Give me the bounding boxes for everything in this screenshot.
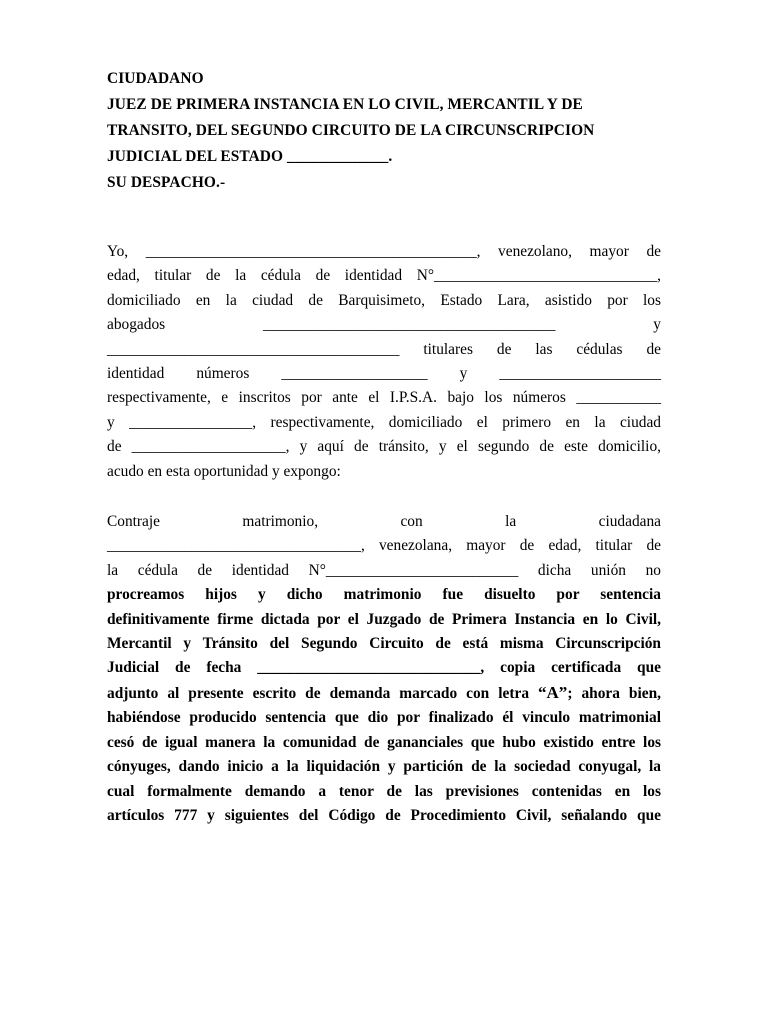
header-line-addressee: CIUDADANO	[107, 70, 204, 87]
annex-letter-mark: “A”	[538, 682, 568, 702]
text-line: edad, titular de la cédula de identidad N°_____________________________,	[107, 267, 661, 285]
header-line-judge: JUEZ DE PRIMERA INSTANCIA EN LO CIVIL, MERCANTIL Y DE	[107, 96, 583, 113]
text-line: de ____________________, y aquí de tránsito, y el segundo de este domicilio,	[107, 438, 661, 456]
text-line: ______________________________________ titulares de las cédulas de	[107, 340, 661, 358]
text-line: Yo, ___________________________________________, venezolano, mayor de	[107, 243, 661, 260]
text-line: cesó de igual manera la comunidad de gananciales que hubo existido entre los	[107, 733, 661, 751]
text-line: respectivamente, e inscritos por ante el I.P.S.A. bajo los números ___________	[107, 389, 661, 407]
annex-text-before: adjunto al presente escrito de demanda marcado con letra	[107, 684, 539, 702]
text-line: la cédula de identidad N°_________________________ dicha unión no	[107, 561, 661, 579]
annex-text-after: ; ahora bien,	[567, 684, 662, 702]
text-line: definitivamente firme dictada por el Juzgado de Primera Instancia en lo Civil,	[107, 610, 661, 628]
paragraph-marriage	[107, 510, 661, 828]
header-line-despacho: SU DESPACHO.-	[107, 174, 226, 191]
header-line-state: JUDICIAL DEL ESTADO _____________.	[107, 148, 393, 165]
text-line: procreamos hijos y dicho matrimonio fue disuelto por sentencia	[107, 586, 661, 604]
text-line: abogados ______________________________________ y	[107, 316, 661, 334]
text-line: domiciliado en la ciudad de Barquisimeto, Estado Lara, asistido por los	[107, 291, 661, 309]
text-line: Judicial de fecha _____________________________, copia certificada que	[107, 659, 661, 677]
header-line-circuit: TRANSITO, DEL SEGUNDO CIRCUITO DE LA CIRCUNSCRIPCION	[107, 122, 595, 139]
text-line: cónyuges, dando inicio a la liquidación y partición de la sociedad conyugal, la	[107, 758, 661, 776]
text-line: y ________________, respectivamente, domiciliado el primero en la ciudad	[107, 413, 661, 431]
paragraph-identification	[107, 240, 661, 484]
text-line: cual formalmente demando a tenor de las previsiones contenidas en los	[107, 782, 661, 800]
text-line: artículos 777 y siguientes del Código de Procedimiento Civil, señalando que	[107, 806, 661, 824]
text-line: Mercantil y Tránsito del Segundo Circuito de está misma Circunscripción	[107, 634, 661, 652]
text-line: acudo en esta oportunidad y expongo:	[107, 462, 341, 480]
text-line: _________________________________, venezolana, mayor de edad, titular de	[107, 537, 661, 555]
text-line: habiéndose producido sentencia que dio por finalizado él vinculo matrimonial	[107, 709, 661, 727]
text-line-annex	[107, 681, 661, 707]
text-line: Contraje matrimonio, con la ciudadana	[107, 513, 661, 530]
text-line: identidad números ___________________ y _____________________	[107, 364, 661, 382]
addressee-header	[107, 66, 667, 196]
